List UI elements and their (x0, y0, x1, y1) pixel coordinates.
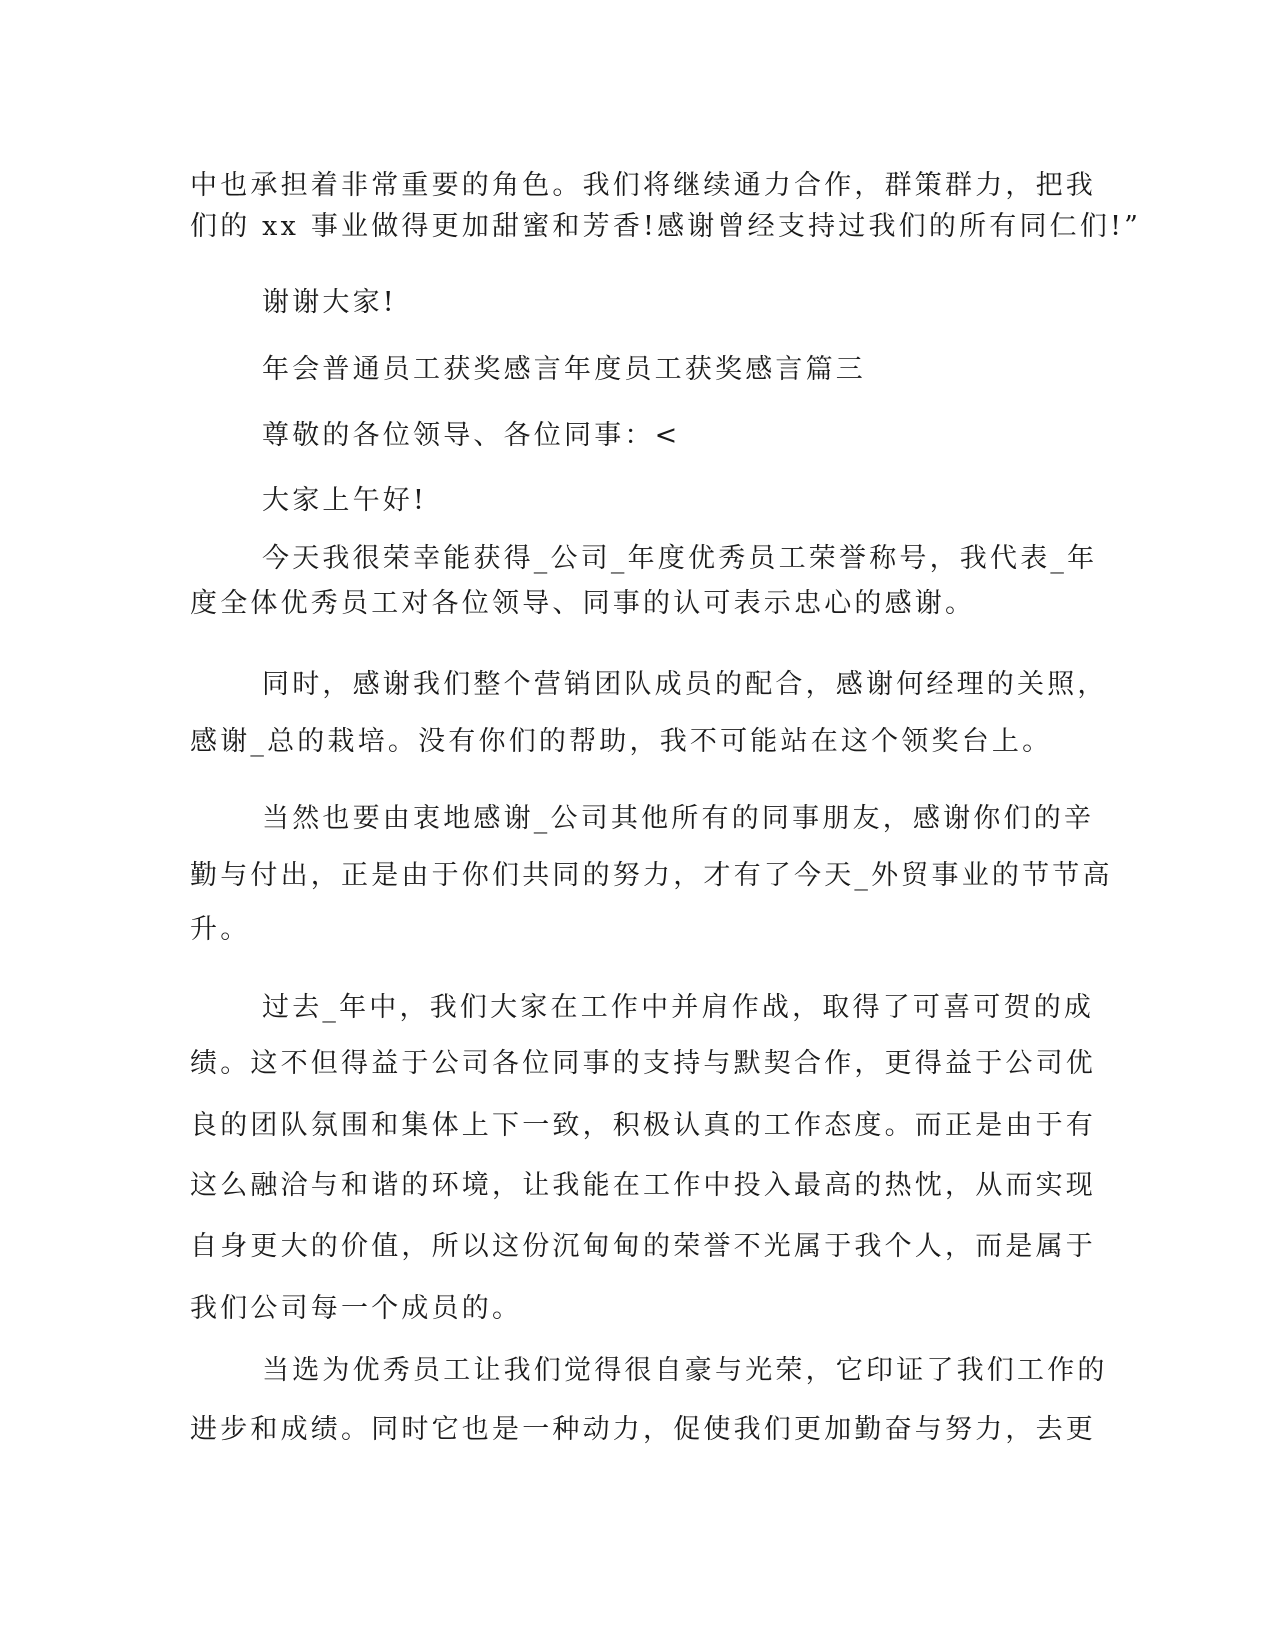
section-heading: 年会普通员工获奖感言年度员工获奖感言篇三 (262, 354, 866, 385)
text-line: 中也承担着非常重要的角色。我们将继续通力合作，群策群力，把我 (190, 170, 1096, 201)
text-line: 当然也要由衷地感谢_公司其他所有的同事朋友，感谢你们的辛 (262, 803, 1095, 834)
text-line: 勤与付出，正是由于你们共同的努力，才有了今天_外贸事业的节节高 (190, 860, 1113, 891)
text-line: 今天我很荣幸能获得_公司_年度优秀员工荣誉称号，我代表_年 (262, 543, 1098, 574)
text-line: 感谢_总的栽培。没有你们的帮助，我不可能站在这个领奖台上。 (190, 726, 1053, 757)
closing-line: 谢谢大家! (262, 287, 397, 318)
salutation: 尊敬的各位领导、各位同事：< (262, 420, 681, 451)
text-line: 自身更大的价值，所以这份沉甸甸的荣誉不光属于我个人，而是属于 (190, 1231, 1096, 1262)
greeting: 大家上午好! (262, 485, 428, 516)
text-line: 当选为优秀员工让我们觉得很自豪与光荣，它印证了我们工作的 (262, 1355, 1108, 1386)
text-line: 良的团队氛围和集体上下一致，积极认真的工作态度。而正是由于有 (190, 1110, 1096, 1141)
text-line: 度全体优秀员工对各位领导、同事的认可表示忠心的感谢。 (190, 588, 976, 619)
text-line: 过去_年中，我们大家在工作中并肩作战，取得了可喜可贺的成 (262, 992, 1095, 1023)
text-line: 们的 xx 事业做得更加甜蜜和芳香!感谢曾经支持过我们的所有同仁们!” (190, 211, 1142, 242)
text-line: 绩。这不但得益于公司各位同事的支持与默契合作，更得益于公司优 (190, 1048, 1096, 1079)
text-line: 我们公司每一个成员的。 (190, 1293, 523, 1324)
text-line: 这么融洽与和谐的环境，让我能在工作中投入最高的热忱，从而实现 (190, 1170, 1096, 1201)
text-line: 同时，感谢我们整个营销团队成员的配合，感谢何经理的关照， (262, 669, 1108, 700)
text-line: 进步和成绩。同时它也是一种动力，促使我们更加勤奋与努力，去更 (190, 1414, 1096, 1445)
text-line: 升。 (190, 914, 251, 945)
